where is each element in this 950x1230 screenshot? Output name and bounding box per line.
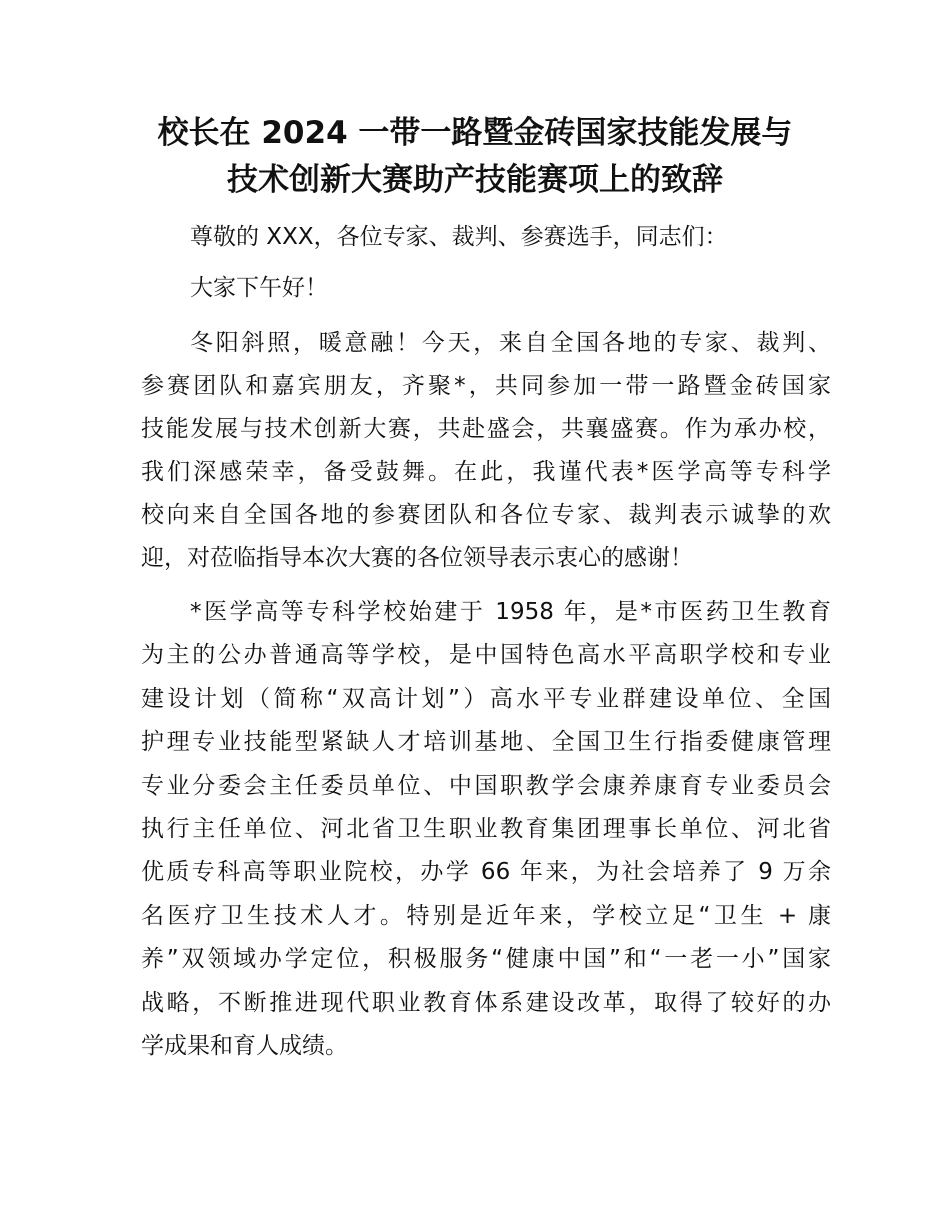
paragraph-2-line: 优质专科高等职业院校，办学 66 年来，为社会培养了 9 万余 — [141, 859, 831, 886]
paragraph-1-line: 迎，对莅临指导本次大赛的各位领导表示衷心的感谢！ — [141, 545, 693, 571]
paragraph-2-line: 名医疗卫生技术人才。特别是近年来，学校立足“卫生 + 康 — [141, 902, 831, 929]
salutation: 尊敬的 XXX，各位专家、裁判、参赛选手，同志们： — [190, 224, 728, 250]
paragraph-1-line: 参赛团队和嘉宾朋友，齐聚*，共同参加一带一路暨金砖国家 — [141, 373, 831, 399]
paragraph-1-line: 校向来自全国各地的参赛团队和各位专家、裁判表示诚挚的欢 — [141, 502, 831, 528]
paragraph-2-line: 专业分委会主任委员单位、中国职教学会康养康育专业委员会 — [141, 772, 831, 799]
paragraph-2-line: 学成果和育人成绩。 — [141, 1033, 348, 1059]
paragraph-2-line: 建设计划（简称“双高计划”）高水平专业群建设单位、全国 — [141, 685, 831, 712]
title-line-1: 校长在 2024 一带一路暨金砖国家技能发展与 — [157, 115, 793, 151]
title-line-2: 技术创新大赛助产技能赛项上的致辞 — [227, 162, 723, 198]
paragraph-2-line: 为主的公办普通高等学校，是中国特色高水平高职学校和专业 — [141, 642, 831, 669]
paragraph-1-line: 我们深感荣幸，备受鼓舞。在此，我谨代表*医学高等专科学 — [141, 459, 831, 485]
paragraph-2-line: 战略，不断推进现代职业教育体系建设改革，取得了较好的办 — [141, 989, 831, 1016]
paragraph-2-line: 执行主任单位、河北省卫生职业教育集团理事长单位、河北省 — [141, 816, 831, 842]
paragraph-2-line: 养”双领域办学定位，积极服务“健康中国”和“一老一小”国家 — [141, 946, 831, 973]
greeting: 大家下午好！ — [190, 275, 328, 301]
paragraph-2-line: 护理专业技能型紧缺人才培训基地、全国卫生行指委健康管理 — [141, 729, 831, 756]
paragraph-1-line: 冬阳斜照，暖意融！今天，来自全国各地的专家、裁判、 — [190, 330, 831, 356]
paragraph-2-line: *医学高等专科学校始建于 1958 年，是*市医药卫生教育 — [190, 599, 831, 625]
paragraph-1-line: 技能发展与技术创新大赛，共赴盛会，共襄盛赛。作为承办校， — [141, 416, 831, 442]
